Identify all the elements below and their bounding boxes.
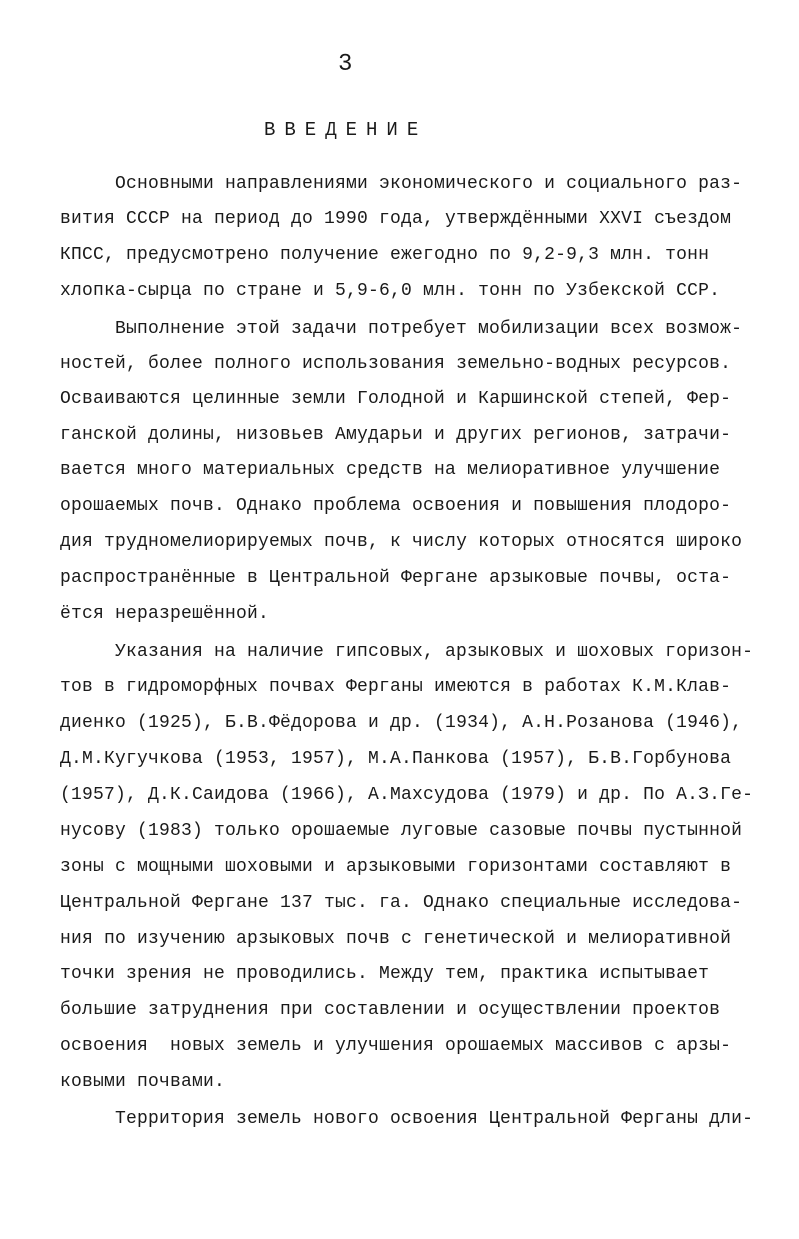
text-line: дия трудномелиорируемых почв, к числу которых относятся широко xyxy=(60,532,743,552)
text-line: тов в гидроморфных почвах Ферганы имеются в работах К.М.Клав- xyxy=(60,677,732,697)
text-line: освоения новых земель и улучшения орошаемых массивов с арзы- xyxy=(60,1036,732,1056)
text-line: хлопка-сырца по стране и 5,9-6,0 млн. тонн по Узбекской ССР. xyxy=(60,281,721,301)
text-line: КПСС, предусмотрено получение ежегодно по 9,2-9,3 млн. тонн xyxy=(60,245,710,265)
section-heading: ВВЕДЕНИЕ xyxy=(264,119,428,141)
text-line: (1957), Д.К.Саидова (1966), А.Махсудова (1979) и др. По А.З.Ге- xyxy=(60,785,754,805)
page-number: 3 xyxy=(338,51,353,78)
text-line: зоны с мощными шоховыми и арзыковыми горизонтами составляют в xyxy=(60,857,732,877)
text-line: орошаемых почв. Однако проблема освоения и повышения плодоро- xyxy=(60,496,732,516)
text-line: Выполнение этой задачи потребует мобилизации всех возмож- xyxy=(115,319,743,339)
text-line: Д.М.Кугучкова (1953, 1957), М.А.Панкова (1957), Б.В.Горбунова xyxy=(60,749,732,769)
text-line: вается много материальных средств на мелиоративное улучшение xyxy=(60,460,721,480)
text-line: Указания на наличие гипсовых, арзыковых и шоховых горизон- xyxy=(115,642,754,662)
text-line: диенко (1925), Б.В.Фёдорова и др. (1934), А.Н.Розанова (1946), xyxy=(60,713,743,733)
text-line: ностей, более полного использования земельно-водных ресурсов. xyxy=(60,354,732,374)
text-line: нусову (1983) только орошаемые луговые сазовые почвы пустынной xyxy=(60,821,743,841)
text-line: ётся неразрешённой. xyxy=(60,604,270,624)
text-line: ния по изучению арзыковых почв с генетической и мелиоративной xyxy=(60,929,732,949)
text-line: большие затруднения при составлении и осуществлении проектов xyxy=(60,1000,721,1020)
text-line: точки зрения не проводились. Между тем, практика испытывает xyxy=(60,964,710,984)
text-line: ганской долины, низовьев Амударьи и других регионов, затрачи- xyxy=(60,425,732,445)
text-line: Осваиваются целинные земли Голодной и Каршинской степей, Фер- xyxy=(60,389,732,409)
text-line: ковыми почвами. xyxy=(60,1072,226,1092)
text-line: распространённые в Центральной Фергане арзыковые почвы, оста- xyxy=(60,568,732,588)
text-line: Территория земель нового освоения Центральной Ферганы дли- xyxy=(115,1109,754,1129)
text-line: вития СССР на период до 1990 года, утверждёнными XXVI съездом xyxy=(60,209,732,229)
text-line: Основными направлениями экономического и социального раз- xyxy=(115,174,743,194)
text-line: Центральной Фергане 137 тыс. га. Однако специальные исследова- xyxy=(60,893,743,913)
